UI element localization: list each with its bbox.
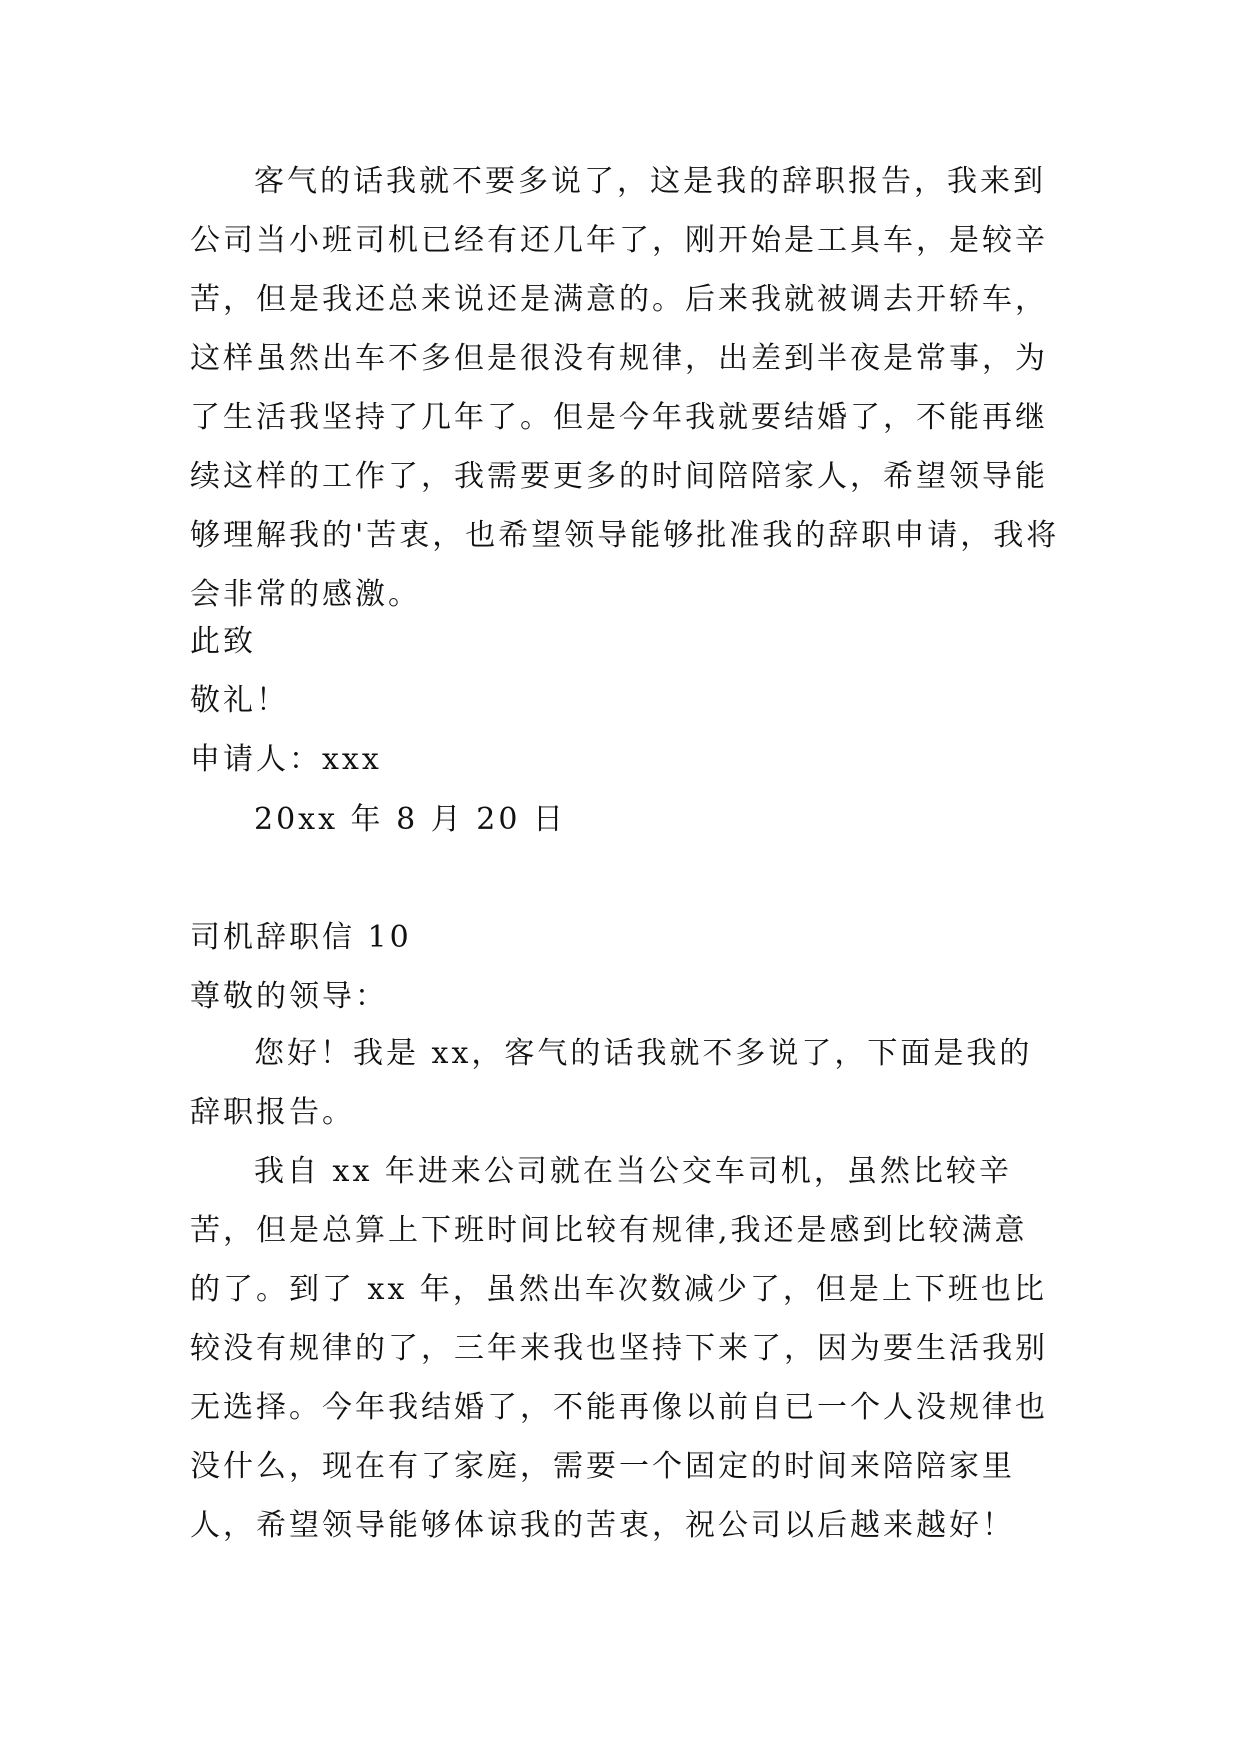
letter1-closing-jingli: 敬礼！ [190,683,289,718]
letter2-paragraph-main: 我自 xx 年进来公司就在当公交车司机，虽然比较辛苦，但是总算上下班时间比较有规律,我还是感到比较满意的了。到了 xx 年，虽然出车次数减少了，但是上下班也比较没有规律的了，三年来我也坚持下来了，因为要生活我别无选择。今年我结婚了，不能再像以前自已一个人没规律也没什么，现在有了家庭，需要一个固定的时间来陪陪家里人，希望领导能够体谅我的苦衷，祝公司以后越来越好！ [190,1154,1048,1543]
letter1-body-paragraph: 客气的话我就不要多说了，这是我的辞职报告，我来到公司当小班司机已经有还几年了，刚开始是工具车，是较辛苦，但是我还总来说还是满意的。后来我就被调去开轿车，这样虽然出车不多但是很没有规律，出差到半夜是常事，为了生活我坚持了几年了。但是今年我就要结婚了，不能再继续这样的工作了，我需要更多的时间陪陪家人，希望领导能够理解我的'苦衷，也希望领导能够批准我的辞职申请，我将会非常的感激。 [190,164,1060,612]
letter2-paragraph-greeting: 您好！我是 xx，客气的话我就不多说了，下面是我的辞职报告。 [190,1036,1033,1130]
letter1-applicant: 申请人：xxx [190,742,382,777]
letter2-salutation: 尊敬的领导： [190,979,388,1014]
letter1-date: 20xx 年 8 月 20 日 [254,802,566,837]
letter2-title: 司机辞职信 10 [190,920,412,955]
letter1-closing-cizhi: 此致 [190,624,256,659]
